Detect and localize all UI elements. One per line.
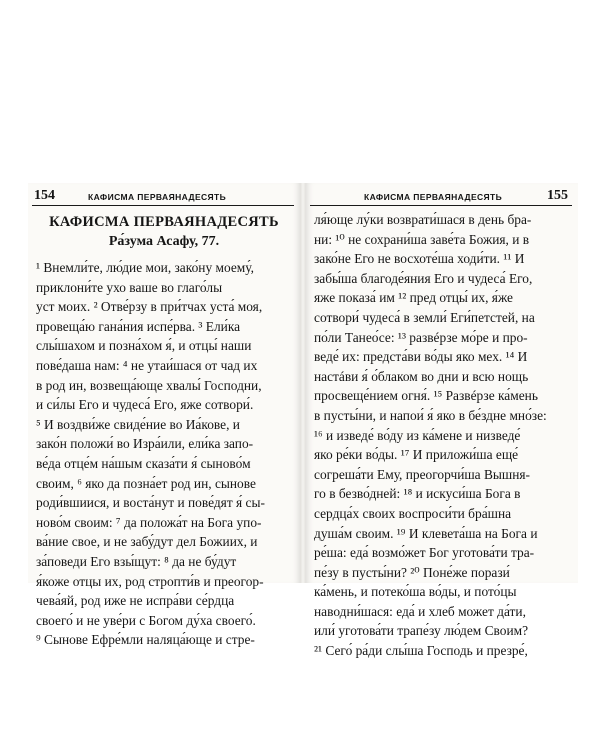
text-line: зако́н положи́ во Изра́или, ели́ка запо- <box>36 436 254 452</box>
text-line: ⁵ И воздви́же свиде́ние во Иа́кове, и <box>36 416 240 432</box>
right-running-title: КАФИСМА ПЕРВАЯНАДЕСЯТЬ <box>364 192 503 202</box>
text-line: провеща́ю гана́ния испе́рва. ³ Ели́ка <box>36 318 241 334</box>
left-page <box>28 183 300 648</box>
text-line: яко ре́ки во́ды. ¹⁷ И приложи́ша еще́ <box>314 447 519 463</box>
text-line: или́ уготова́ти трапе́зу лю́дем Своим? <box>314 623 529 639</box>
text-line: за́поведи Его взы́щут: ⁸ да не бу́дут <box>36 553 237 569</box>
text-line: роди́вшиися, и воста́нут и пове́дят я́ сы- <box>36 495 265 511</box>
text-line: ве́да отце́м на́шым сказа́ти я́ сыново́м <box>36 455 251 471</box>
kathisma-heading: КАФИСМА ПЕРВАЯНАДЕСЯТЬ <box>49 214 279 230</box>
text-line: и си́лы Его и чудеса́ Его, яже сотвори́. <box>36 397 254 413</box>
text-line: ¹ Внемли́те, лю́дие мои, зако́ну моему́, <box>36 260 254 275</box>
text-line: своего́ и не уве́ри с Богом ду́ха своего́. <box>36 612 256 628</box>
text-line: в род ин, возвеща́юще хвалы́ Господни, <box>36 377 262 393</box>
text-line: в пусты́ни, и напои́ я́ яко в бе́здне мно́зе: <box>314 407 547 423</box>
text-line: ни: ¹⁰ не сохрани́ша заве́та Божия, и в <box>314 231 530 247</box>
text-line: по́ли Танео́се: ¹³ развéрзе мо́ре и про- <box>314 329 528 345</box>
text-line: ля́юще лу́ки возврати́шася в день бра- <box>314 212 532 227</box>
right-page-text <box>314 210 572 661</box>
text-line: пе́зу в пусты́ни? ²⁰ Поне́же порази́ <box>314 564 510 580</box>
text-line: своим, ⁶ яко да позна́ет род ин, сынове <box>36 475 256 491</box>
text-line: ре́ша: еда́ возмо́жет Бог уготова́ти тра- <box>314 545 535 561</box>
right-page-header <box>310 187 572 206</box>
text-line: забы́ша благоде́яния Его и чудеса́ Его, <box>314 270 533 286</box>
text-line: согреша́ти Ему, преогорчи́ша Вышня- <box>314 466 530 482</box>
right-page <box>306 183 578 659</box>
text-line: ка́мень, и потеко́ша во́ды, и пото́цы <box>314 584 517 600</box>
text-line: ва́ние свое, и не забу́дут дел Божиих, и <box>36 534 258 550</box>
text-line: слы́шахом и позна́хом я́, и отцы́ наши <box>36 338 252 354</box>
right-page-number: 155 <box>547 188 568 203</box>
text-line: душа́м своим. ¹⁹ И клевета́ша на Бога и <box>314 525 538 541</box>
text-line: веде́ их: предста́ви во́ды яко мех. ¹⁴ И <box>314 349 528 365</box>
text-line: яже показа́ им ¹² пред отцы́ их, я́же <box>314 290 513 306</box>
text-line: просвеще́нием огня́. ¹⁵ Развéрзе ка́мень <box>314 388 538 404</box>
text-line: зако́не Его не восхоте́ша ходи́ти. ¹¹ И <box>314 251 525 267</box>
text-line: ¹⁶ и изведе́ во́ду из ка́мене и низведе́ <box>314 427 521 443</box>
text-line: ⁹ Сынове Ефре́мли наляца́юще и стре- <box>36 632 255 648</box>
text-line: чева́яй, род иже не испра́ви се́рдца <box>36 593 235 609</box>
text-line: ново́м своим: ⁷ да положа́т на Бога упо- <box>36 514 262 530</box>
text-line: сердца́х своих воспроси́ти бра́шна <box>314 505 512 521</box>
text-line: приклони́те ухо ваше во глаго́лы <box>36 279 223 295</box>
left-page-text <box>36 258 294 650</box>
text-line: сотвори́ чудеса́ в земли́ Еги́петстей, на <box>314 309 535 325</box>
left-page-number: 154 <box>34 188 55 203</box>
text-line: настáви я́ о́блаком во дни и всю нощь <box>314 368 529 384</box>
text-line: наводни́шася: еда́ и хлеб может да́ти, <box>314 603 526 619</box>
left-running-title: КАФИСМА ПЕРВАЯНАДЕСЯТЬ <box>88 192 227 202</box>
text-line: ²¹ Сего́ ра́ди слы́ша Господь и презре́, <box>314 643 528 659</box>
left-page-header <box>32 187 294 206</box>
text-line: я́коже отцы их, род стропти́в и преогор- <box>36 573 264 589</box>
text-line: го в безво́дней: ¹⁸ и искуси́ша Бога в <box>314 486 521 502</box>
psalm-title: Ра́зума Асафу, 77. <box>108 234 220 249</box>
text-line: уст моих. ² Отве́рзу в при́тчах уста́ моя, <box>36 299 263 315</box>
text-line: пове́даша нам: ⁴ не утаи́шася от чад их <box>36 357 258 373</box>
